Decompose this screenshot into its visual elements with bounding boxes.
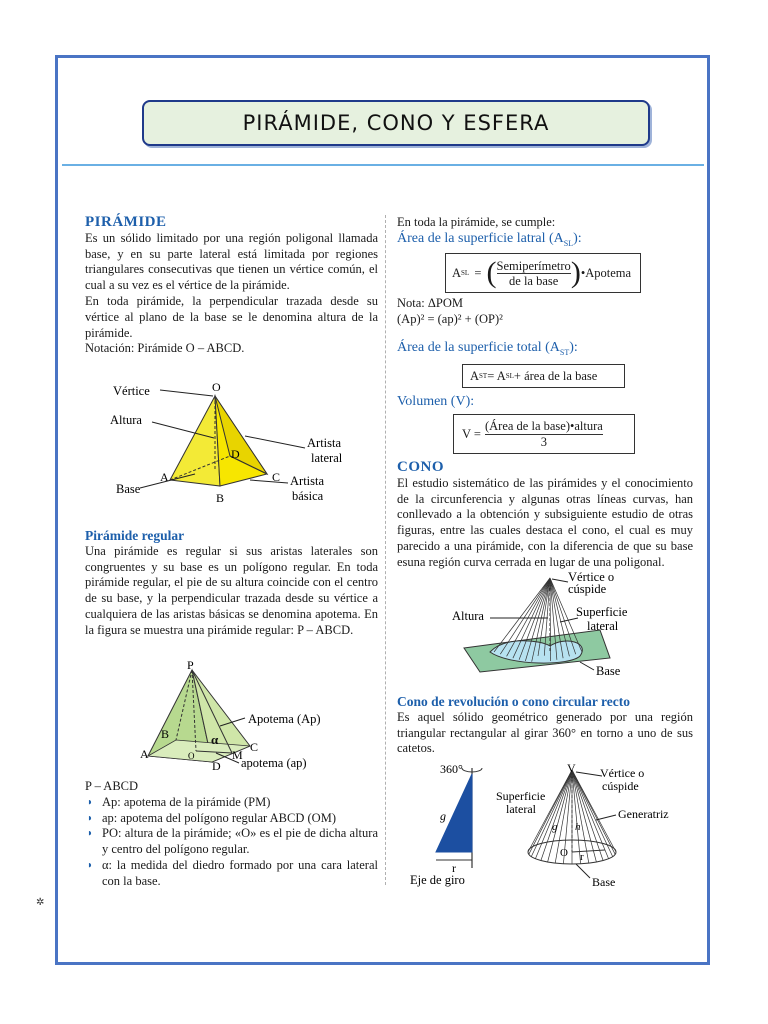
label-D: D bbox=[231, 447, 240, 461]
vol-lhs: V = bbox=[462, 426, 481, 441]
label-A2: A bbox=[140, 747, 149, 761]
pointer-rev-generatrix bbox=[596, 815, 616, 820]
revolution-generatrix bbox=[572, 770, 589, 863]
regular-pyramid-list bbox=[85, 779, 378, 890]
revolution-generatrix bbox=[531, 770, 572, 857]
revolution-generatrix bbox=[572, 770, 596, 862]
ast-heading-text: Área de la superficie total (A bbox=[397, 339, 560, 355]
revolution-text: Es aquel sólido geométrico generado por una región triangular rectangular al girar 360° en torno a uno de sus catetos. bbox=[397, 709, 693, 756]
label-arista-lateral-2: lateral bbox=[311, 451, 343, 465]
asl-heading-sub: SL bbox=[563, 238, 574, 248]
label-D2: D bbox=[212, 759, 221, 773]
pyramid-figure bbox=[100, 378, 370, 508]
label-C2: C bbox=[250, 740, 259, 754]
piramide-heading: PIRÁMIDE bbox=[85, 214, 167, 230]
asl-heading-text: Área de la superficie latral (A bbox=[397, 230, 564, 246]
cone-altura-label: Altura bbox=[452, 609, 484, 623]
label-g: g bbox=[440, 809, 446, 823]
rev-O: O bbox=[560, 847, 568, 859]
rev-h: h bbox=[575, 821, 581, 833]
cone-surface-1: Superficie bbox=[576, 605, 628, 619]
label-360: 360° bbox=[440, 762, 463, 776]
revolution-generatrix bbox=[535, 770, 572, 859]
regular-pyramid-figure bbox=[140, 658, 370, 773]
asl-heading bbox=[397, 231, 693, 252]
label-apotema-ap: apotema (ap) bbox=[241, 756, 307, 770]
label-B2: B bbox=[161, 727, 170, 741]
rev-surface-2: lateral bbox=[506, 802, 536, 816]
title-rule bbox=[62, 164, 704, 166]
cono-heading: CONO bbox=[397, 459, 444, 475]
label-eje-giro: Eje de giro bbox=[410, 873, 465, 887]
cone-vertex-2: cúspide bbox=[568, 582, 607, 596]
label-C: C bbox=[272, 470, 281, 484]
bullet-ap: ◗ ap: apotema del polígono regular ABCD (OM) bbox=[85, 811, 378, 827]
volume-formula-box bbox=[453, 414, 635, 454]
ast-s2: SL bbox=[505, 372, 514, 380]
cono-text-block bbox=[397, 460, 693, 571]
bullet-PO: ◗ PO: altura de la pirámide; «O» es el pie de dicha altura y centro del polígono regular. bbox=[85, 826, 378, 858]
ast-formula-box bbox=[462, 364, 625, 388]
column-divider bbox=[385, 215, 386, 885]
label-O2: O bbox=[188, 751, 195, 761]
rev-g: g bbox=[552, 821, 558, 833]
asl-heading-close: ): bbox=[573, 230, 582, 246]
asl-frac-bottom: de la base bbox=[509, 273, 559, 288]
page-title: PIRÁMIDE, CONO Y ESFERA bbox=[242, 111, 550, 135]
asl-rhs: •Apotema bbox=[580, 265, 632, 280]
vol-frac-bottom: 3 bbox=[540, 434, 548, 449]
revolution-cone-figure bbox=[400, 760, 690, 890]
pyramid-face-left bbox=[170, 396, 220, 486]
volume-heading: Volumen (V): bbox=[397, 394, 475, 409]
ast-heading-close: ): bbox=[569, 339, 578, 355]
piramide-notation: Notación: Pirámide O – ABCD. bbox=[85, 341, 245, 356]
piramide-definition: Es un sólido limitado por una región poligonal llamada base, y en su parte lateral está limitada por regiones triangulares consecutivas que tienen un vértice común, el cual a su vez es el vértice de la pirámide. bbox=[85, 230, 378, 293]
footer-mark: ✲ bbox=[36, 897, 45, 908]
label-base: Base bbox=[116, 482, 141, 496]
asl-lhs-sub: SL bbox=[461, 269, 470, 277]
note-block bbox=[397, 296, 693, 360]
revolution-heading: Cono de revolución o cono circular recto bbox=[397, 694, 630, 709]
rev-base: Base bbox=[592, 875, 616, 889]
note-text: Nota: ΔPOM bbox=[397, 296, 464, 310]
pointer-rev-vertex bbox=[576, 772, 602, 776]
cono-text: El estudio sistemático de las pirámides y el conocimiento de la circunferencia y algunas otras líneas curvas, han conllevado a la obtención y subsiguiente estudio de otras figuras, entre las cuales destaca el cono, el cual es muy parecido a una pirámide, con la diferencia de que su base esuna región curva cerrada en lugar de una poligonal. bbox=[397, 475, 693, 569]
revolution-generatrix bbox=[572, 770, 603, 861]
bullet-alpha: ◗ α: la medida del diedro formado por una cara lateral con la base. bbox=[85, 858, 378, 890]
ast-heading bbox=[397, 340, 693, 361]
pointer-cone-vertex bbox=[552, 579, 568, 582]
rev-vertex-2: cúspide bbox=[602, 779, 639, 793]
label-altura: Altura bbox=[110, 413, 142, 427]
rev-r: r bbox=[580, 851, 584, 863]
label-vertice: Vértice bbox=[113, 384, 150, 398]
ast-rest: + área de la base bbox=[513, 368, 598, 383]
cone-surface-2: lateral bbox=[587, 619, 619, 633]
pythagoras-text: (Ap)² = (ap)² + (OP)² bbox=[397, 311, 503, 326]
pointer-cone-base bbox=[580, 662, 594, 670]
rev-surface-1: Superficie bbox=[496, 789, 546, 803]
pointer-arista-lateral bbox=[245, 436, 305, 448]
left-column-text bbox=[85, 215, 378, 357]
rev-generatrix: Generatriz bbox=[618, 807, 669, 821]
general-cone-figure bbox=[450, 570, 690, 680]
label-V: V bbox=[567, 761, 576, 775]
label-A: A bbox=[160, 470, 169, 484]
label-arista-basica-1: Artista bbox=[290, 474, 325, 488]
revolution-text-block bbox=[397, 694, 693, 757]
asl-lhs: A bbox=[452, 265, 462, 280]
vol-frac-top: (Área de la base)•altura bbox=[484, 418, 603, 433]
asl-formula-box: A SL = ( Semiperímetro de la base ) •Apotema bbox=[445, 253, 641, 293]
intro-text: En toda la pirámide, se cumple: bbox=[397, 215, 556, 229]
rev-vertex-1: Vértice o bbox=[600, 766, 645, 780]
label-B: B bbox=[216, 491, 225, 505]
pointer-rev-base bbox=[576, 864, 590, 878]
pointer-vertice bbox=[160, 390, 213, 396]
label-apotema-Ap: Apotema (Ap) bbox=[248, 712, 321, 726]
pointer-arista-basica bbox=[250, 480, 288, 483]
regular-pyramid-text bbox=[85, 528, 378, 639]
ast-s1: ST bbox=[479, 372, 488, 380]
label-P: P bbox=[187, 658, 194, 672]
label-r: r bbox=[452, 861, 456, 875]
cone-base-label: Base bbox=[596, 664, 621, 678]
cone-vertex-1: Vértice o bbox=[568, 570, 615, 584]
label-alpha: α bbox=[211, 732, 219, 747]
regular-heading: Pirámide regular bbox=[85, 528, 185, 543]
ast-a1: A bbox=[470, 368, 480, 383]
ast-eq: = A bbox=[487, 368, 506, 383]
list-title: P – ABCD bbox=[85, 779, 139, 793]
label-M: M bbox=[232, 748, 243, 762]
label-O: O bbox=[212, 380, 221, 394]
label-arista-basica-2: básica bbox=[292, 489, 324, 503]
piramide-height-text: En toda pirámide, la perpendicular trazada desde su vértice al plano de la base se le denomina altura de la pirámide. bbox=[85, 293, 378, 340]
asl-frac-top: Semiperímetro bbox=[496, 258, 571, 273]
title-box bbox=[142, 100, 650, 146]
right-intro bbox=[397, 215, 693, 251]
bullet-Ap: ◗ Ap: apotema de la pirámide (PM) bbox=[85, 795, 378, 811]
label-arista-lateral-1: Artista bbox=[307, 436, 342, 450]
ast-heading-sub: ST bbox=[559, 347, 570, 357]
regular-definition: Una pirámide es regular si sus aristas laterales son congruentes y su base es un polígono regular. En toda pirámide regular, el pie de su altura coincide con el centro de su base, y la perpendicular trazada desde su vértice a cualquiera de las aristas básicas se denomina apotema. En la figura se muestra una pirámide regular: P – ABCD. bbox=[85, 543, 378, 637]
